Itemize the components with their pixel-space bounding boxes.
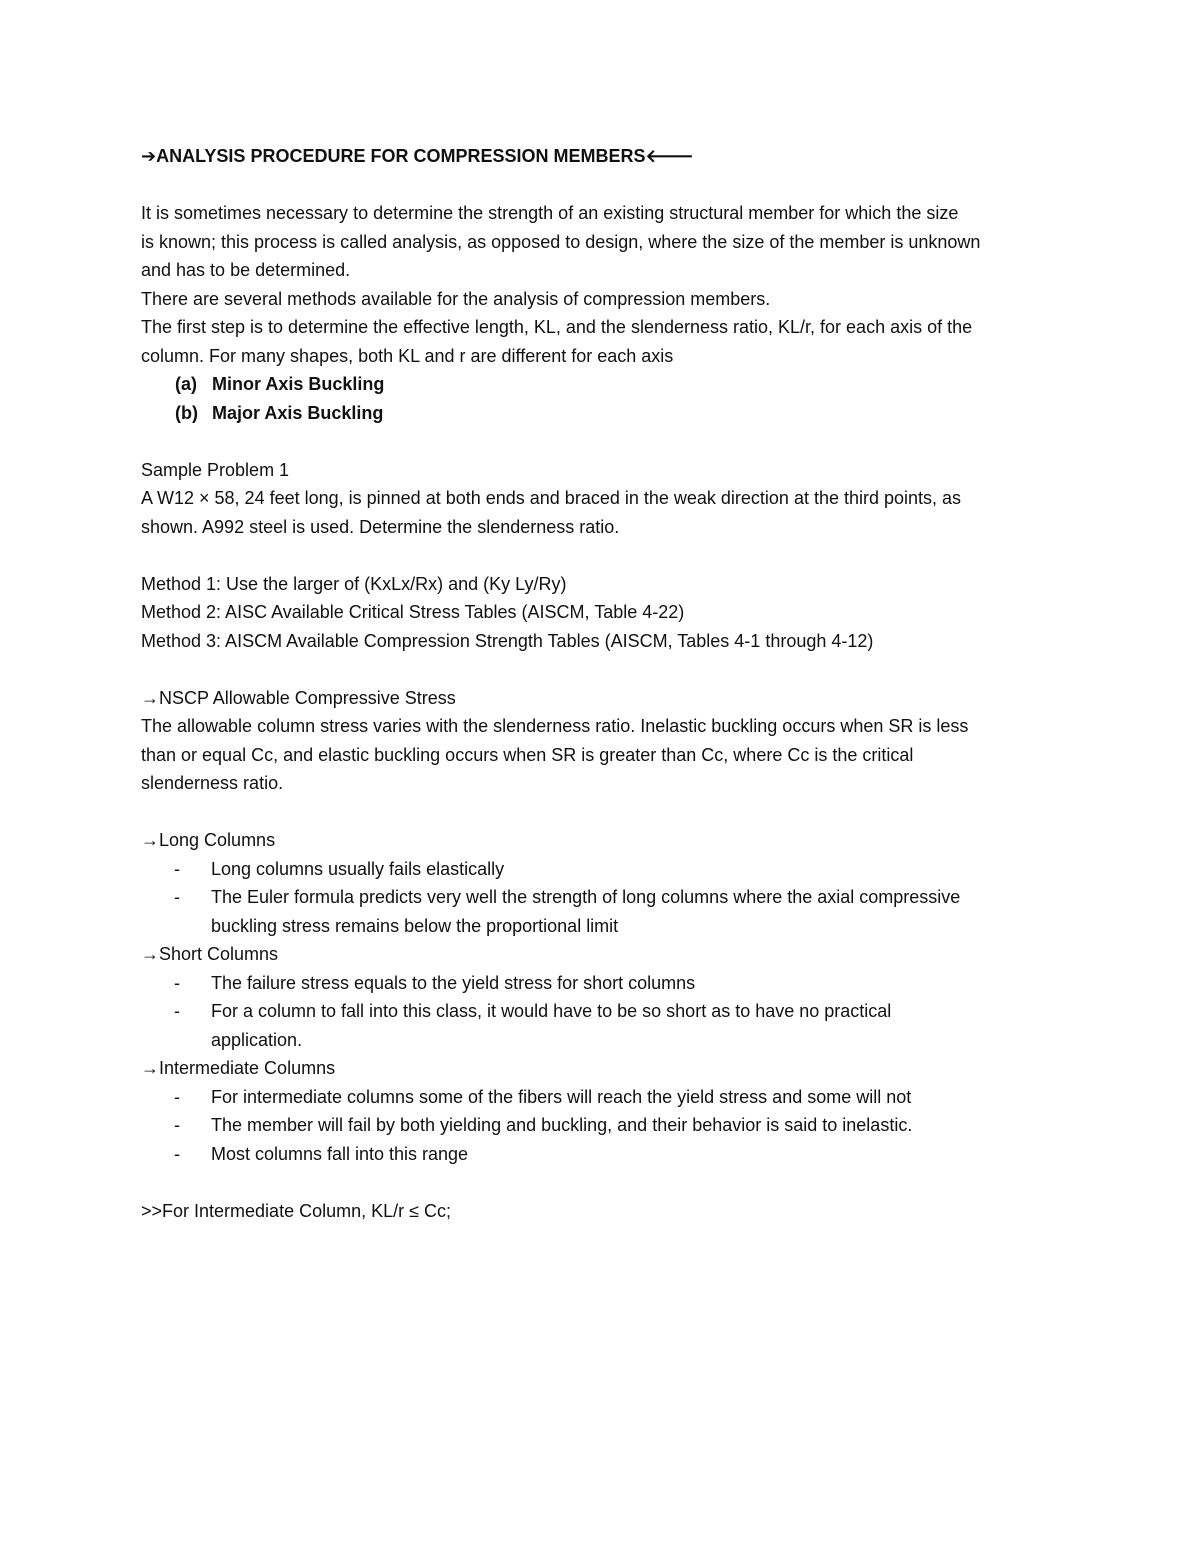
short-columns-heading: →Short Columns <box>141 944 279 964</box>
intro-line-5: The first step is to determine the effective length, KL, and the slenderness ratio, KL/r, for each axis of the <box>141 317 973 337</box>
method-3: Method 3: AISCM Available Compression Strength Tables (AISCM, Tables 4-1 through 4-12) <box>141 630 874 651</box>
list-item <box>141 969 1080 998</box>
method-2: Method 2: AISC Available Critical Stress Tables (AISCM, Table 4-22) <box>141 602 685 622</box>
nscp-heading: →NSCP Allowable Compressive Stress <box>141 687 456 708</box>
method-1: Method 1: Use the larger of (KxLx/Rx) and (Ky Ly/Ry) <box>141 573 567 594</box>
dash-bullet: - <box>174 1115 180 1135</box>
spacer <box>141 541 1080 570</box>
dash-bullet: - <box>174 1001 180 1021</box>
sample-line-2: shown. A992 steel is used. Determine the slenderness ratio. <box>141 516 620 537</box>
dash-bullet: - <box>174 858 180 879</box>
sample-line-1: A W12 × 58, 24 feet long, is pinned at both ends and braced in the weak direction at the third points, as <box>141 488 962 508</box>
final-line: >>For Intermediate Column, KL/r ≤ Cc; <box>141 1200 451 1221</box>
spacer <box>141 1168 1080 1197</box>
document-title: ➔ANALYSIS PROCEDURE FOR COMPRESSION MEMBERS🡐 <box>141 146 694 166</box>
intro-line-3: and has to be determined. <box>141 260 351 280</box>
dash-bullet: - <box>174 972 180 993</box>
list-item <box>141 855 1080 884</box>
list-item <box>141 883 1080 912</box>
list-item-text: The failure stress equals to the yield stress for short columns <box>210 972 696 993</box>
list-item <box>141 1111 1080 1140</box>
list-item-text: Major Axis Buckling <box>212 402 384 423</box>
nscp-line-3: slenderness ratio. <box>141 773 284 793</box>
list-item-text: Most columns fall into this range <box>210 1143 469 1164</box>
list-item-text: Minor Axis Buckling <box>212 374 385 394</box>
list-marker: (a) <box>175 374 197 394</box>
list-item <box>141 997 1080 1026</box>
list-item-text: For a column to fall into this class, it would have to be so short as to have no practical <box>210 1001 892 1021</box>
list-item-continuation: buckling stress remains below the proportional limit <box>211 915 619 936</box>
dash-bullet: - <box>174 1086 180 1107</box>
buckling-item-a <box>141 370 1080 399</box>
list-item-text: The Euler formula predicts very well the strength of long columns where the axial compressive <box>210 887 961 907</box>
list-marker: (b) <box>175 402 198 423</box>
buckling-item-b <box>141 399 1080 428</box>
dash-bullet: - <box>174 887 180 907</box>
spacer <box>141 655 1080 684</box>
spacer <box>141 171 1080 200</box>
list-item-text: The member will fail by both yielding and buckling, and their behavior is said to inelastic. <box>210 1115 913 1135</box>
intro-line-4: There are several methods available for the analysis of compression members. <box>141 288 771 309</box>
spacer <box>141 427 1080 456</box>
list-item <box>141 1140 1080 1169</box>
long-columns-heading: →Long Columns <box>141 830 276 850</box>
sample-heading: Sample Problem 1 <box>141 459 290 480</box>
dash-bullet: - <box>174 1143 180 1164</box>
nscp-line-1: The allowable column stress varies with the slenderness ratio. Inelastic buckling occurs when SR is less <box>141 716 969 736</box>
list-item-text: For intermediate columns some of the fibers will reach the yield stress and some will not <box>210 1086 912 1107</box>
intermediate-columns-heading: →Intermediate Columns <box>141 1058 336 1078</box>
intro-line-6: column. For many shapes, both KL and r are different for each axis <box>141 345 674 366</box>
nscp-line-2: than or equal Cc, and elastic buckling occurs when SR is greater than Cc, where Cc is the critical <box>141 744 914 765</box>
spacer <box>141 798 1080 827</box>
list-item <box>141 1083 1080 1112</box>
list-item-text: Long columns usually fails elastically <box>210 858 505 879</box>
intro-line-1: It is sometimes necessary to determine the strength of an existing structural member for which the size <box>141 203 959 223</box>
intro-line-2: is known; this process is called analysis, as opposed to design, where the size of the member is unknown <box>141 231 981 252</box>
list-item-continuation: application. <box>211 1029 303 1050</box>
